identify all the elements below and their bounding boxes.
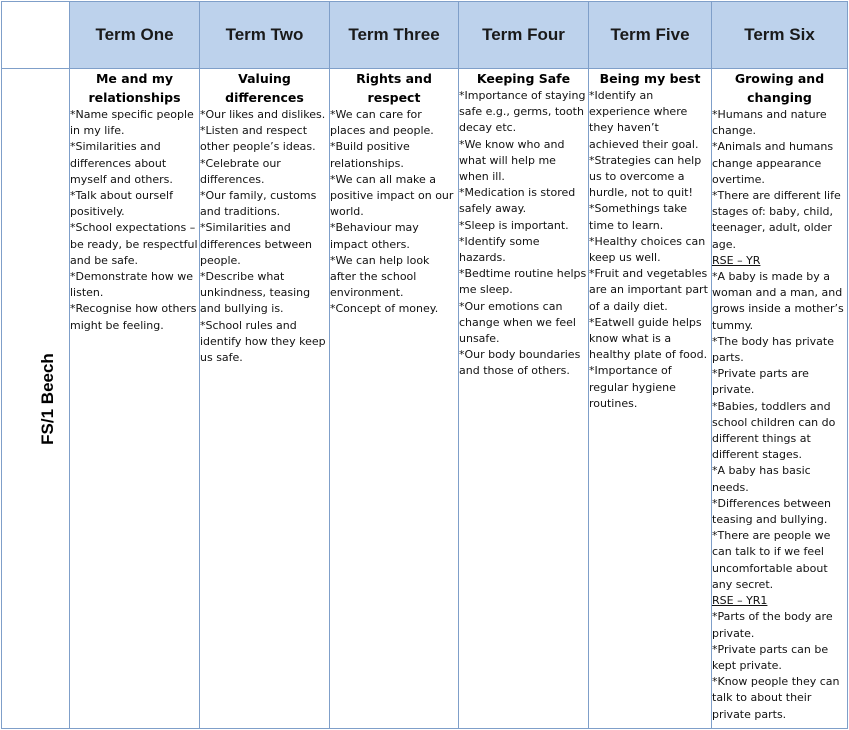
list-item: *Private parts can be kept private. [712, 642, 829, 672]
corner-cell [2, 2, 70, 69]
list-item: *The body has private parts. [712, 334, 834, 365]
list-item: *Differences between teasing and bullying. [712, 496, 832, 527]
term-header: Term Five [589, 2, 712, 69]
list-item: *We can help look after the school environment. [330, 253, 430, 300]
list-item: *Identify some hazards. [459, 234, 540, 265]
list-item: *Eatwell guide helps know what is a healthy plate of food. [589, 315, 708, 362]
topic-title: Valuing differences [225, 71, 304, 105]
topic-items [70, 107, 199, 334]
list-item: *We know who and what will help me when ill. [459, 137, 565, 184]
term-cell [330, 69, 459, 729]
term-cell [712, 69, 848, 729]
term-header: Term Three [330, 2, 459, 69]
list-item: *Similarities and differences about myself and others. [70, 140, 173, 186]
topic-title: Me and my relationships [88, 71, 181, 105]
section-heading: RSE – YR [712, 253, 761, 267]
list-item: *Name specific people in my life. [70, 108, 194, 138]
list-item: *Our body boundaries and those of others. [459, 348, 581, 378]
term-header: Term Four [459, 2, 589, 69]
topic-items [589, 88, 711, 412]
topic-title: Keeping Safe [476, 71, 571, 86]
topic-items [330, 107, 458, 318]
list-item: *Identify an experience where they haven’t achieved their goal. [589, 89, 699, 151]
list-item: *Private parts are private. [712, 367, 809, 397]
topic-title: Being my best [599, 71, 701, 86]
list-item: *Behaviour may impact others. [330, 221, 419, 251]
list-item: *Our likes and dislikes. [200, 108, 326, 121]
list-item: *We can care for places and people. [330, 108, 434, 138]
class-row [2, 69, 848, 729]
list-item: *Describe what unkindness, teasing and bullying is. [200, 270, 311, 316]
list-item: *Importance of staying safe e.g., germs, tooth decay etc. [459, 89, 586, 135]
section-heading: RSE – YR1 [712, 594, 768, 608]
list-item: *Build positive relationships. [330, 140, 410, 170]
list-item: *Similarities and differences between people. [200, 221, 313, 267]
list-item: *Concept of money. [330, 302, 439, 316]
list-item: *School rules and identify how they keep us safe. [200, 318, 326, 365]
list-item: *Strategies can help us to overcome a hurdle, not to quit! [589, 153, 702, 200]
list-item: *Fruit and vegetables are an important part of a daily diet. [589, 267, 708, 313]
list-item: *Listen and respect other people’s ideas. [200, 124, 316, 154]
list-item: *Know people they can talk to about their private parts. [712, 675, 840, 721]
list-item: *Our family, customs and traditions. [200, 189, 317, 219]
topic-items [712, 107, 847, 723]
term-cell [200, 69, 330, 729]
topic-title: Rights and respect [356, 71, 432, 105]
term-header: Term Six [712, 2, 848, 69]
list-item: *Talk about ourself positively. [70, 189, 173, 219]
list-item: *Parts of the body are private. [712, 610, 833, 640]
curriculum-table [1, 1, 848, 729]
list-item: *Importance of regular hygiene routines. [589, 364, 676, 410]
list-item: *Babies, toddlers and school children can do different things at different stages. [712, 399, 836, 462]
row-label-cell [2, 69, 70, 729]
term-cell [70, 69, 200, 729]
list-item: *There are people we can talk to if we feel uncomfortable about any secret. [712, 529, 831, 591]
list-item: *Medication is stored safely away. [459, 186, 576, 216]
topic-items [200, 107, 329, 366]
term-header: Term One [70, 2, 200, 69]
list-item: *Sleep is important. [459, 218, 569, 232]
list-item: *Celebrate our differences. [200, 156, 281, 186]
list-item: *School expectations – be ready, be respectful and be safe. [70, 221, 198, 267]
list-item: *A baby has basic needs. [712, 464, 811, 494]
header-row [2, 2, 848, 69]
term-cell [459, 69, 589, 729]
list-item: *Humans and nature change. [712, 108, 827, 138]
list-item: *Somethings take time to learn. [589, 202, 688, 232]
term-header: Term Two [200, 2, 330, 69]
list-item: *A baby is made by a woman and a man, and grows inside a mother’s tummy. [712, 270, 844, 332]
term-cell [589, 69, 712, 729]
list-item: *Recognise how others might be feeling. [70, 302, 197, 332]
list-item: *Animals and humans change appearance overtime. [712, 140, 834, 186]
list-item: *Demonstrate how we listen. [70, 270, 193, 300]
class-label: FS/1 Beech [37, 352, 57, 445]
list-item: *Bedtime routine helps me sleep. [459, 267, 587, 297]
list-item: *We can all make a positive impact on our world. [330, 172, 454, 219]
list-item: *Healthy choices can keep us well. [589, 234, 706, 265]
topic-items [459, 88, 588, 380]
list-item: *There are different life stages of: baby, child, teenager, adult, older age. [712, 189, 841, 251]
topic-title: Growing and changing [734, 71, 825, 105]
list-item: *Our emotions can change when we feel unsafe. [459, 299, 576, 346]
